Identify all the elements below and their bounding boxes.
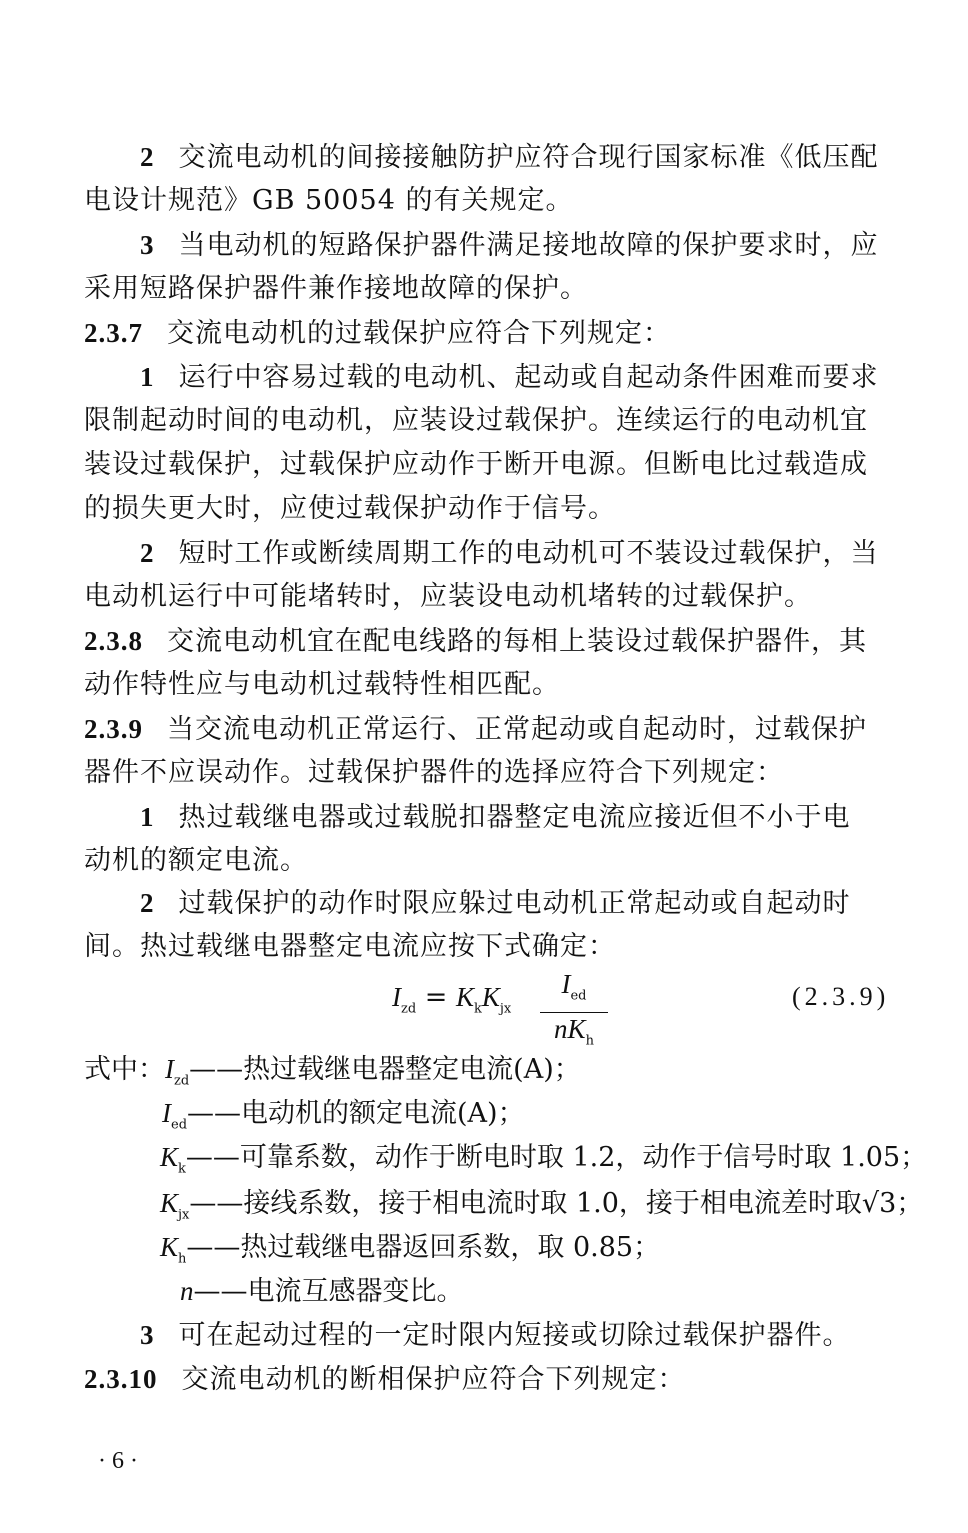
clause-item-2: 2 交流电动机的间接接触防护应符合现行国家标准《低压配 — [140, 142, 879, 173]
variable-def: $K_k——$可靠系数，动作于断电时取 1.2，动作于信号时取 1.05； — [160, 1142, 928, 1177]
formula-lhs: I — [392, 982, 401, 1012]
clause-item-1: 1 运行中容易过载的电动机、起动或自起动条件困难而要求 — [140, 362, 879, 393]
text-line: 动机的额定电流。 — [84, 845, 308, 876]
clause-2-3-9: 2.3.9 当交流电动机正常运行、正常起动或自起动时，过载保护 — [84, 714, 867, 745]
text-line: 的损失更大时，应使过载保护动作于信号。 — [84, 493, 616, 524]
variable-def: n——电流互感器变比。 — [180, 1276, 464, 1307]
text-line: 装设过载保护，过载保护应动作于断开电源。但断电比过载造成 — [84, 449, 868, 480]
text-line: 间。热过载继电器整定电流应按下式确定： — [84, 931, 616, 962]
variable-def: $I_{ed}——$电动机的额定电流(A)； — [162, 1098, 525, 1133]
clause-2-3-8: 2.3.8 交流电动机宜在配电线路的每相上装设过载保护器件，其 — [84, 626, 867, 657]
text-line: 电动机运行中可能堵转时，应装设电动机堵转的过载保护。 — [84, 581, 812, 612]
text-line: 电设计规范》GB 50054 的有关规定。 — [84, 185, 574, 216]
clause-item-2: 2 过载保护的动作时限应躲过电动机正常起动或自起动时 — [140, 888, 851, 919]
text-line: 限制起动时间的电动机，应装设过载保护。连续运行的电动机宜 — [84, 405, 868, 436]
clause-item-1: 1 热过载继电器或过载脱扣器整定电流应接近但不小于电 — [140, 802, 851, 833]
clause-2-3-10: 2.3.10 交流电动机的断相保护应符合下列规定： — [84, 1364, 686, 1395]
page-number: · 6 · — [98, 1448, 138, 1474]
clause-item-2: 2 短时工作或断续周期工作的电动机可不装设过载保护，当 — [140, 538, 879, 569]
formula-2-3-9: $I_{zd} = K_kK_{jx}$ $I_{ed}$ $nK_h$ — [392, 968, 812, 1038]
text-line: 采用短路保护器件兼作接地故障的保护。 — [84, 273, 588, 304]
variable-def: $K_h——$热过载继电器返回系数，取 0.85； — [160, 1232, 661, 1267]
text-line: 动作特性应与电动机过载特性相匹配。 — [84, 669, 560, 700]
variable-def: $K_{jx}——$接线系数，接于相电流时取 1.0，接于相电流差时取√3； — [160, 1188, 924, 1223]
formula-number: (2.3.9) — [792, 982, 890, 1011]
clause-item-3: 3 可在起动过程的一定时限内短接或切除过载保护器件。 — [140, 1320, 851, 1351]
formula-fraction: $I_{ed}$ $nK_h$ — [540, 968, 608, 1058]
where-line: 式中：$I_{zd}——$热过载继电器整定电流(A)； — [84, 1054, 581, 1089]
text-line: 器件不应误动作。过载保护器件的选择应符合下列规定： — [84, 757, 784, 788]
clause-item-3: 3 当电动机的短路保护器件满足接地故障的保护要求时，应 — [140, 230, 879, 261]
clause-2-3-7: 2.3.7 交流电动机的过载保护应符合下列规定： — [84, 318, 671, 349]
